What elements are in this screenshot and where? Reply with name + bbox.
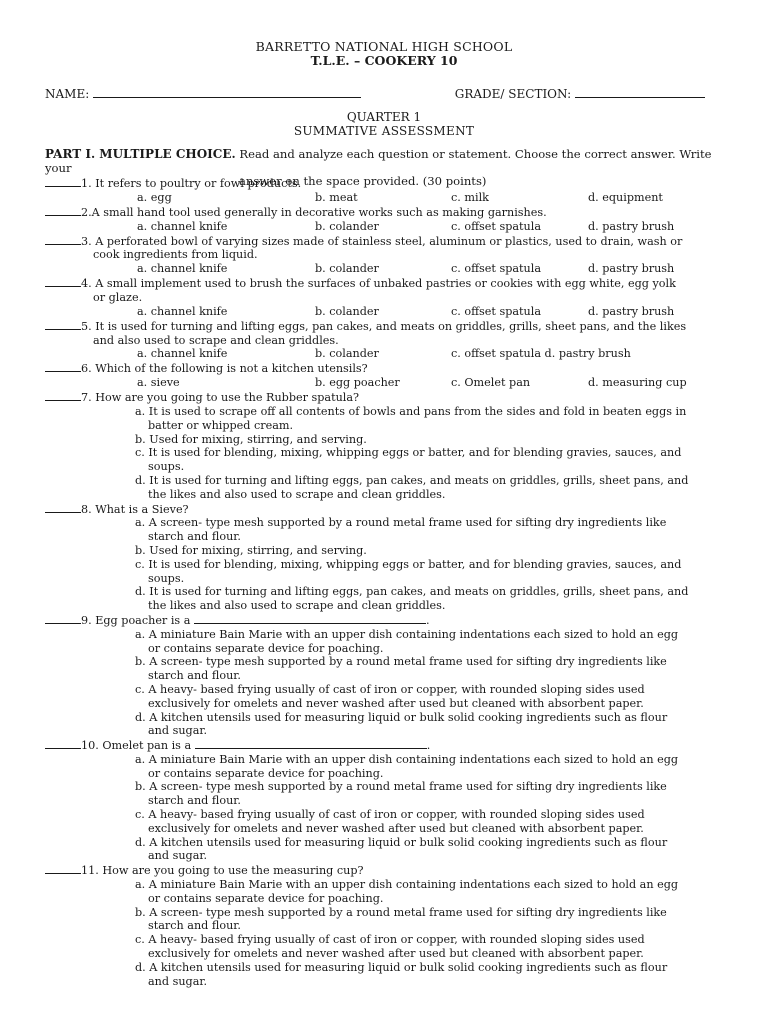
option-c: c. milk [451, 190, 489, 204]
choice-a: a. It is used to scrape off all contents of bowls and pans from the sides and fold in beaten eggs in batter or whipped cream. [135, 404, 687, 432]
question-stem [45, 361, 725, 376]
options-row [45, 376, 725, 390]
choice-list [45, 405, 725, 502]
question-stem [45, 234, 725, 249]
question-stem [45, 863, 725, 878]
choice-list [45, 628, 725, 738]
question-item [45, 390, 725, 501]
choice-a: a. A miniature Bain Marie with an upper dish containing indentations each sized to hold an egg or contains separate device for poaching. [135, 627, 679, 655]
option-b: b. colander [315, 219, 379, 233]
choice-a: a. A miniature Bain Marie with an upper dish containing indentations each sized to hold an egg or contains separate device for poaching. [135, 878, 679, 905]
answer-blank[interactable] [45, 176, 81, 187]
option-b: b. colander [315, 347, 379, 361]
answer-blank[interactable] [45, 863, 81, 874]
choice-list [45, 516, 725, 613]
options-row [45, 305, 725, 319]
choice-b: b. A screen- type mesh supported by a round metal frame used for sifting dry ingredients like starch and flour. [135, 905, 667, 933]
option-a: a. channel knife [137, 347, 228, 361]
name-grade-row [45, 86, 715, 102]
option-c: c. offset spatula [451, 219, 541, 233]
choice-b: b. A screen- type mesh supported by a round metal frame used for sifting dry ingredients like starch and flour. [135, 780, 667, 808]
choice-d: d. It is used for turning and lifting eggs, pan cakes, and meats on griddles, grills, sheet pans, and the likes and also used to scrape and clean griddles. [135, 473, 689, 501]
answer-blank[interactable] [45, 276, 81, 287]
question-text: 6. Which of the following is not a kitchen utensils? [81, 362, 368, 376]
option-d: d. equipment [588, 190, 663, 204]
question-text: 8. What is a Sieve? [81, 502, 189, 516]
answer-blank[interactable] [45, 390, 81, 401]
answer-blank[interactable] [45, 613, 81, 624]
fill-in-line[interactable] [194, 613, 426, 624]
option-a: a. egg [137, 190, 172, 204]
question-stem [45, 502, 725, 517]
question-text: 9. Egg poacher is a [81, 613, 191, 627]
question-stem [45, 276, 725, 291]
choice-a: a. A miniature Bain Marie with an upper dish containing indentations each sized to hold an egg or contains separate device for poaching. [135, 752, 679, 780]
choice-c: c. A heavy- based frying usually of cast of iron or copper, with rounded sloping sides used exclusively for omelets and never washed after used but cleaned with absorbent paper. [135, 808, 645, 835]
question-item [45, 738, 725, 863]
option-b: b. colander [315, 262, 379, 276]
option-d: d. pastry brush [588, 304, 675, 318]
options-row [45, 262, 725, 276]
fill-in-line[interactable] [195, 738, 427, 749]
question-stem-cont [45, 291, 725, 305]
choice-b: b. A screen- type mesh supported by a round metal frame used for sifting dry ingredients like starch and flour. [135, 655, 667, 683]
option-a: a. channel knife [137, 262, 228, 276]
school-name: BARRETTO NATIONAL HIGH SCHOOL [255, 39, 513, 54]
question-text: 11. How are you going to use the measuring cup? [81, 864, 364, 878]
instructions-text-2: answer on the space provided. (30 points) [239, 174, 487, 189]
question-stem [45, 205, 725, 220]
question-item [45, 502, 725, 613]
question-item [45, 319, 725, 362]
answer-blank[interactable] [45, 502, 81, 513]
question-text: 1. It refers to poultry or fowl products. [81, 177, 302, 190]
choice-list [45, 753, 725, 863]
subject-title: T.L.E. – COOKERY 10 [310, 53, 458, 68]
choice-list [45, 878, 725, 988]
question-text: 5. It is used for turning and lifting eggs, pan cakes, and meats on griddles, grills, sheet pans, and the likes [81, 319, 687, 333]
question-item [45, 176, 725, 205]
question-item [45, 205, 725, 234]
question-stem [45, 176, 725, 191]
quarter-label: QUARTER 1 [346, 110, 422, 124]
question-text: cook ingredients from liquid. [93, 248, 258, 262]
answer-blank[interactable] [45, 738, 81, 749]
question-text: 4. A small implement used to brush the surfaces of unbaked pastries or cookies with egg white, egg yolk [81, 277, 676, 291]
question-stem [45, 319, 725, 334]
options-row [45, 220, 725, 234]
question-stem-cont [45, 248, 725, 262]
question-item [45, 863, 725, 988]
answer-blank[interactable] [45, 319, 81, 330]
question-text: 7. How are you going to use the Rubber spatula? [81, 391, 360, 405]
option-a: a. channel knife [137, 304, 228, 318]
option-c: c. offset spatula d. pastry brush [451, 347, 631, 361]
question-stem [45, 613, 725, 628]
question-text: or glaze. [93, 290, 143, 304]
grade-section-label: GRADE/ SECTION: [454, 87, 572, 101]
question-item [45, 613, 725, 738]
answer-blank[interactable] [45, 361, 81, 372]
choice-a: a. A screen- type mesh supported by a round metal frame used for sifting dry ingredients like starch and flour. [135, 516, 667, 544]
option-d: d. measuring cup [588, 376, 687, 390]
question-text: 10. Omelet pan is a [81, 739, 192, 753]
part-label: PART I. MULTIPLE CHOICE. [45, 147, 236, 161]
question-stem-cont [45, 334, 725, 348]
option-c: c. offset spatula [451, 304, 541, 318]
question-stem [45, 390, 725, 405]
choice-d: d. A kitchen utensils used for measuring liquid or bulk solid cooking ingredients such as flour and sugar. [135, 835, 668, 863]
question-text: and also used to scrape and clean griddles. [93, 333, 339, 347]
option-d: d. pastry brush [588, 219, 675, 233]
question-text: 2.A small hand tool used generally in decorative works such as making garnishes. [81, 205, 547, 219]
options-row [45, 347, 725, 361]
grade-section-field[interactable] [575, 86, 705, 98]
question-list [45, 176, 725, 988]
choice-b: b. Used for mixing, stirring, and serving. [135, 543, 367, 557]
question-stem [45, 738, 725, 753]
choice-d: d. A kitchen utensils used for measuring liquid or bulk solid cooking ingredients such as flour and sugar. [135, 710, 668, 738]
option-a: a. sieve [137, 376, 180, 390]
option-b: b. meat [315, 190, 358, 204]
name-label: NAME: [45, 87, 90, 101]
choice-b: b. Used for mixing, stirring, and serving. [135, 432, 367, 446]
period: . [425, 613, 430, 627]
option-d: d. pastry brush [588, 262, 675, 276]
choice-c: c. A heavy- based frying usually of cast of iron or copper, with rounded sloping sides used exclusively for omelets and never washed after used but cleaned with absorbent paper. [135, 682, 645, 710]
option-c: c. Omelet pan [451, 376, 531, 390]
question-item [45, 234, 725, 277]
choice-d: d. A kitchen utensils used for measuring liquid or bulk solid cooking ingredients such as flour and sugar. [135, 960, 668, 988]
assessment-title: SUMMATIVE ASSESSMENT [293, 124, 475, 138]
answer-blank[interactable] [45, 234, 81, 245]
question-item [45, 276, 725, 319]
question-item [45, 361, 725, 390]
option-b: b. egg poacher [315, 376, 400, 390]
choice-c: c. It is used for blending, mixing, whipping eggs or batter, and for blending gravies, sauces, and soups. [135, 557, 682, 585]
instructions-text-1: Read and analyze each question or statement. Choose the correct answer. Write your [45, 147, 712, 175]
choice-c: c. A heavy- based frying usually of cast of iron or copper, with rounded sloping sides used exclusively for omelets and never washed after used but cleaned with absorbent paper. [135, 933, 645, 961]
answer-blank[interactable] [45, 205, 81, 216]
option-c: c. offset spatula [451, 262, 541, 276]
option-b: b. colander [315, 304, 379, 318]
option-a: a. channel knife [137, 219, 228, 233]
choice-d: d. It is used for turning and lifting eggs, pan cakes, and meats on griddles, grills, sheet pans, and the likes and also used to scrape and clean griddles. [135, 585, 689, 613]
options-row [45, 191, 725, 205]
question-text: 3. A perforated bowl of varying sizes made of stainless steel, aluminum or plastics, used to drain, wash or [81, 234, 683, 248]
name-field[interactable] [93, 86, 361, 98]
period: . [426, 739, 431, 753]
choice-c: c. It is used for blending, mixing, whipping eggs or batter, and for blending gravies, sauces, and soups. [135, 446, 682, 474]
